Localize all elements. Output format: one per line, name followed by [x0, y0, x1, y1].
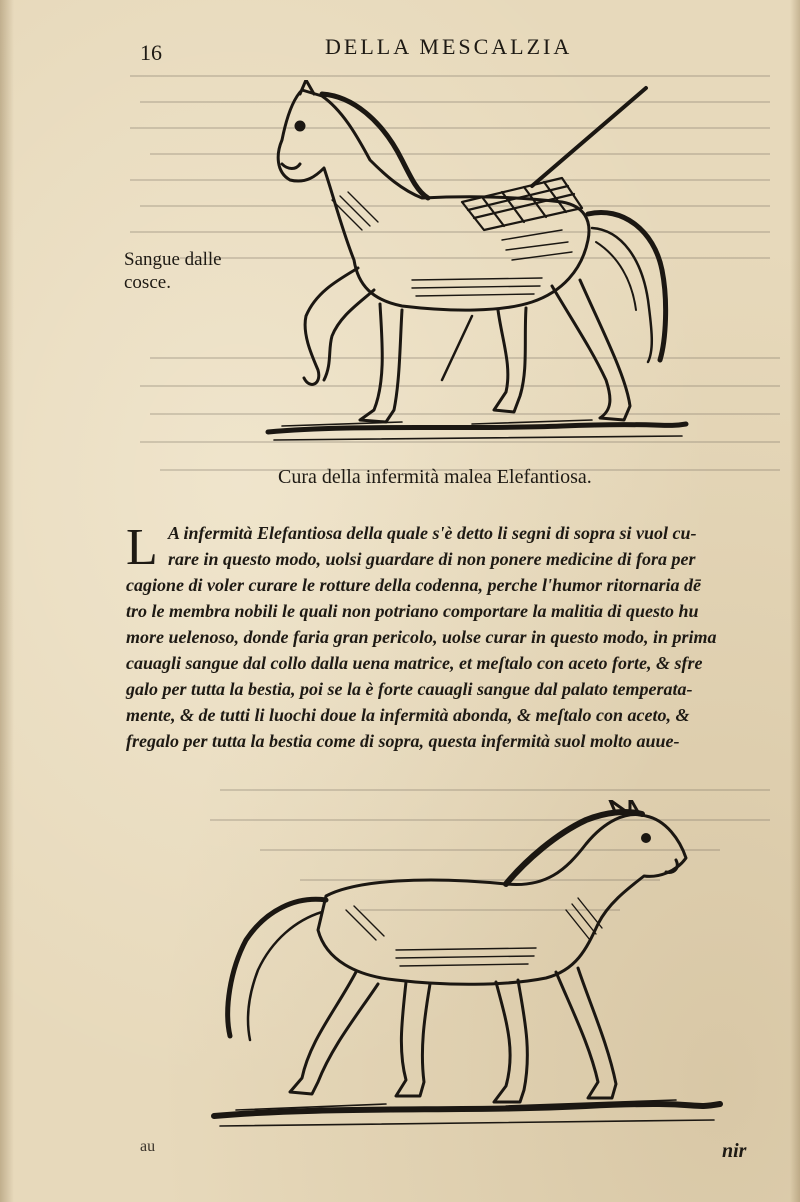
illustration-caption: Cura della infermità malea Elefantiosa. — [278, 466, 592, 488]
text-line: fregalo per tutta la bestia come di sopra, questa infermità suol molto auue- — [126, 731, 680, 751]
drop-cap: L — [126, 519, 158, 576]
marginal-note-line: cosce. — [124, 272, 171, 293]
woodcut-ground — [214, 1104, 720, 1116]
marginal-note-line: Sangue dalle — [124, 249, 222, 270]
text-line: A infermità Elefantiosa della quale s'è detto li segni di sopra si vuol cu- — [168, 523, 697, 543]
text-line: cagione di voler curare le rotture della codenna, perche l'humor ritornaria dē — [126, 575, 701, 595]
woodcut-horse-bottom — [206, 800, 726, 1140]
text-line: cauagli sangue dal collo dalla uena matrice, et meſtalo con aceto forte, & sfre — [126, 653, 703, 673]
running-title: DELLA MESCALZIA — [325, 34, 573, 59]
woodcut-horse-top — [262, 80, 692, 450]
text-line: galo per tutta la bestia, poi se la è forte cauagli sangue dal palato temperata- — [126, 679, 693, 699]
footer-text-left: au — [140, 1138, 156, 1155]
text-line: mente, & de tutti li luochi doue la infermità abonda, & meſtalo con aceto, & — [126, 705, 690, 725]
text-line: rare in questo modo, uolsi guardare di non ponere medicine di fora per — [168, 549, 696, 569]
bloodletting-rod-icon — [532, 88, 646, 186]
catchword: nir — [722, 1140, 747, 1162]
page-edge-shadow — [790, 0, 800, 1202]
woodcut-ground — [268, 424, 686, 432]
page-edge-shadow — [0, 0, 14, 1202]
page-number: 16 — [140, 40, 162, 65]
marginal-note — [124, 248, 254, 294]
text-line: tro le membra nobili le quali non potriano comportare la malitia di questo hu — [126, 601, 699, 621]
text-line: more uelenoso, donde faria gran pericolo, uolse curar in questo modo, in prima — [126, 627, 717, 647]
